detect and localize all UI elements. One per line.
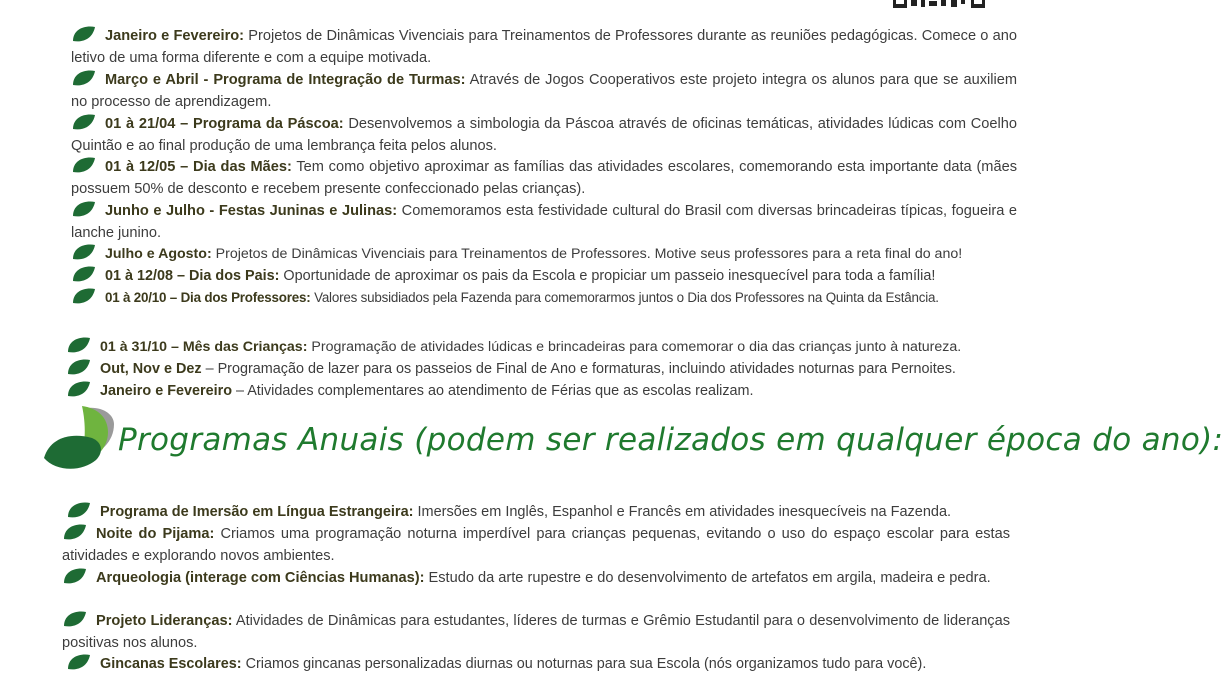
leaf-bullet-icon bbox=[71, 69, 97, 87]
leaf-bullet-icon bbox=[66, 380, 92, 398]
section-heading: Programas Anuais (podem ser realizados em qualquer época do ano): bbox=[118, 422, 1223, 458]
item-text: – Programação de lazer para os passeios de Final de Ano e formaturas, incluindo atividades noturnas para Pernoites. bbox=[205, 361, 956, 377]
annual-program-item bbox=[66, 653, 1026, 675]
leaf-bullet-icon bbox=[71, 243, 97, 261]
calendar-item bbox=[71, 69, 1017, 113]
calendar-item bbox=[66, 336, 1026, 358]
leaf-bullet-icon bbox=[62, 523, 88, 541]
leaf-bullet-icon bbox=[66, 358, 92, 376]
qr-code-icon bbox=[893, 0, 989, 10]
item-text: Projetos de Dinâmicas Vivenciais para Treinamentos de Professores. Motive seus professores para a reta final do ano! bbox=[215, 246, 963, 262]
item-text: Desenvolvemos a simbologia da Páscoa através de oficinas temáticas, atividades lúdicas com Coelho Quintão e ao final produção de uma lembrança feita pelos alunos. bbox=[71, 116, 1017, 154]
item-label: Julho e Agosto: bbox=[105, 246, 212, 262]
calendar-item bbox=[71, 243, 1046, 265]
annual-program-item bbox=[62, 523, 1010, 567]
calendar-item bbox=[71, 200, 1017, 244]
calendar-item bbox=[71, 113, 1017, 157]
item-label: 01 à 20/10 – Dia dos Professores: bbox=[105, 290, 311, 305]
item-label: Janeiro e Fevereiro bbox=[100, 383, 232, 399]
item-label: Programa de Imersão em Língua Estrangeira: bbox=[100, 504, 414, 520]
item-label: Janeiro e Fevereiro: bbox=[105, 28, 245, 44]
item-text: Criamos gincanas personalizadas diurnas ou noturnas para sua Escola (nós organizamos tudo para você). bbox=[245, 656, 927, 672]
leaf-bullet-icon bbox=[71, 265, 97, 283]
calendar-item bbox=[71, 156, 1017, 200]
leaf-logo-icon bbox=[30, 0, 120, 20]
leaf-bullet-icon bbox=[71, 156, 97, 174]
leaf-bullet-icon bbox=[66, 501, 92, 519]
item-label: 01 à 31/10 – Mês das Crianças: bbox=[100, 339, 308, 355]
item-label: Março e Abril - Programa de Integração de Turmas: bbox=[105, 72, 466, 88]
calendar-item bbox=[71, 265, 1017, 287]
item-label: Arqueologia (interage com Ciências Humanas): bbox=[96, 570, 425, 586]
leaf-bullet-icon bbox=[71, 287, 97, 305]
item-text: Tem como objetivo aproximar as famílias das atividades escolares, comemorando esta importante data (mães possuem 50% de desconto e recebem presente confeccionado pelas crianças). bbox=[71, 159, 1017, 197]
annual-program-item bbox=[66, 501, 1026, 523]
calendar-item bbox=[71, 287, 1031, 309]
item-text: Oportunidade de aproximar os pais da Escola e propiciar um passeio inesquecível para toda a família! bbox=[283, 268, 936, 284]
calendar-item bbox=[66, 380, 1026, 402]
item-label: Junho e Julho - Festas Juninas e Julinas: bbox=[105, 203, 398, 219]
item-label: Gincanas Escolares: bbox=[100, 656, 242, 672]
item-label: 01 à 12/05 – Dia das Mães: bbox=[105, 159, 292, 175]
calendar-item bbox=[66, 358, 1026, 380]
calendar-item bbox=[71, 25, 1017, 69]
item-label: Noite do Pijama: bbox=[96, 526, 215, 542]
item-text: Projetos de Dinâmicas Vivenciais para Treinamentos de Professores durante as reuniões pedagógicas. Comece o ano letivo de uma forma diferente e com a equipe motivada. bbox=[71, 28, 1017, 66]
item-text: Criamos uma programação noturna imperdível para crianças pequenas, evitando o uso do espaço escolar para estas atividades e explorando novos ambientes. bbox=[62, 526, 1010, 564]
leaf-bullet-icon bbox=[62, 610, 88, 628]
leaf-bullet-icon bbox=[71, 25, 97, 43]
leaf-bullet-icon bbox=[66, 336, 92, 354]
item-text: Através de Jogos Cooperativos este projeto integra os alunos para que se auxiliem no processo de aprendizagem. bbox=[71, 72, 1017, 110]
item-label: 01 à 12/08 – Dia dos Pais: bbox=[105, 268, 280, 284]
item-text: Comemoramos esta festividade cultural do Brasil com diversas brincadeiras típicas, fogueira e lanche junino. bbox=[71, 203, 1018, 241]
leaf-bullet-icon bbox=[66, 653, 92, 671]
item-text: Atividades de Dinâmicas para estudantes, líderes de turmas e Grêmio Estudantil para o desenvolvimento de lideranças positivas nos alunos. bbox=[62, 613, 1011, 651]
leaf-bullet-icon bbox=[62, 567, 88, 585]
item-label: Projeto Lideranças: bbox=[96, 613, 233, 629]
item-text: Valores subsidiados pela Fazenda para comemorarmos juntos o Dia dos Professores na Quinta da Estância. bbox=[314, 290, 939, 305]
leaf-logo-icon bbox=[42, 402, 116, 472]
leaf-bullet-icon bbox=[71, 200, 97, 218]
annual-program-item bbox=[62, 567, 1010, 589]
item-text: Programação de atividades lúdicas e brincadeiras para comemorar o dia das crianças junto à natureza. bbox=[311, 339, 962, 355]
item-text: Imersões em Inglês, Espanhol e Francês em atividades inesquecíveis na Fazenda. bbox=[417, 504, 952, 520]
item-label: Out, Nov e Dez bbox=[100, 361, 202, 377]
item-text: – Atividades complementares ao atendimento de Férias que as escolas realizam. bbox=[235, 383, 754, 399]
annual-program-item bbox=[62, 610, 1010, 654]
leaf-bullet-icon bbox=[71, 113, 97, 131]
item-text: Estudo da arte rupestre e do desenvolvimento de artefatos em argila, madeira e pedra. bbox=[428, 570, 991, 586]
item-label: 01 à 21/04 – Programa da Páscoa: bbox=[105, 116, 344, 132]
